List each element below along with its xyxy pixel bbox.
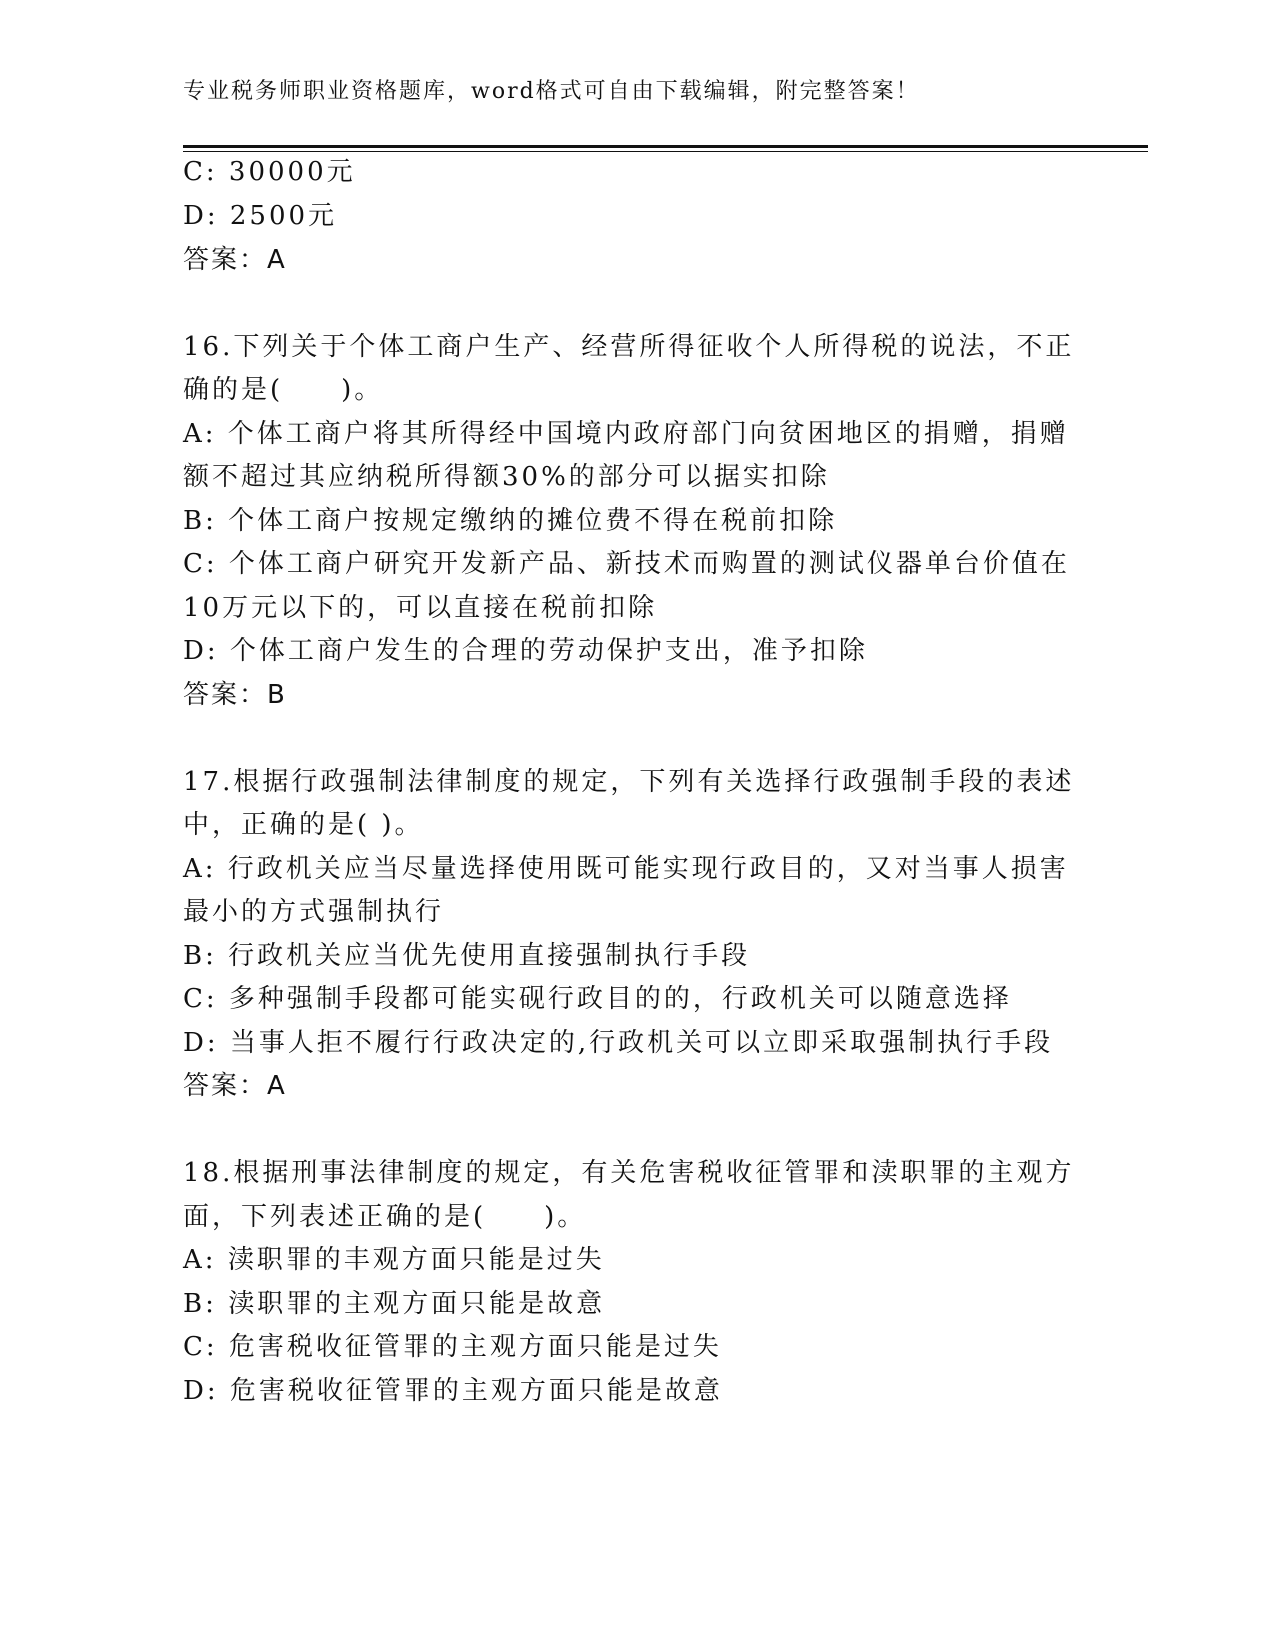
header-divider-thin [183, 151, 1148, 152]
q15-option-d: D: 2500元 [183, 201, 338, 231]
q16-option-d: D: 个体工商户发生的合理的劳动保护支出，准予扣除 [183, 636, 868, 666]
header-divider-thick [183, 145, 1148, 148]
q16-stem-line1: 16.下列关于个体工商户生产、经营所得征收个人所得税的说法，不正 [183, 332, 1075, 362]
q16-option-c-line1: C: 个体工商户研究开发新产品、新技术而购置的测试仪器单台价值在 [183, 549, 1070, 579]
q17-stem-line1: 17.根据行政强制法律制度的规定，下列有关选择行政强制手段的表述 [183, 767, 1075, 797]
q17-option-d: D: 当事人拒不履行行政决定的,行政机关可以立即采取强制执行手段 [183, 1028, 1054, 1058]
q18-option-c: C: 危害税收征管罪的主观方面只能是过失 [183, 1332, 722, 1362]
q16-stem-line2: 确的是( )。 [183, 375, 384, 405]
q17-option-a-line1: A: 行政机关应当尽量选择使用既可能实现行政目的，又对当事人损害 [183, 854, 1069, 884]
q17-option-c: C: 多种强制手段都可能实砚行政目的的，行政机关可以随意选择 [183, 984, 1012, 1014]
q16-option-a-line2: 额不超过其应纳税所得额30%的部分可以据实扣除 [183, 462, 830, 492]
q17-option-b: B: 行政机关应当优先使用直接强制执行手段 [183, 941, 751, 971]
q16-option-a-line1: A: 个体工商户将其所得经中国境内政府部门向贫困地区的捐赠，捐赠 [183, 419, 1069, 449]
q15-option-c: C: 30000元 [183, 157, 356, 187]
q18-option-b: B: 渎职罪的主观方面只能是故意 [183, 1289, 606, 1319]
q18-stem-line2: 面，下列表述正确的是( )。 [183, 1202, 587, 1232]
q16-option-c-line2: 10万元以下的，可以直接在税前扣除 [183, 593, 658, 623]
q16-option-b: B: 个体工商户按规定缴纳的摊位费不得在税前扣除 [183, 506, 838, 536]
q17-option-a-line2: 最小的方式强制执行 [183, 897, 445, 927]
q17-stem-line2: 中，正确的是( )。 [183, 810, 424, 840]
q18-stem-line1: 18.根据刑事法律制度的规定，有关危害税收征管罪和渎职罪的主观方 [183, 1158, 1075, 1188]
q17-answer: 答案：A [183, 1071, 287, 1101]
q18-option-a: A: 渎职罪的丰观方面只能是过失 [183, 1245, 605, 1275]
q16-answer: 答案：B [183, 680, 287, 710]
q15-answer: 答案：A [183, 245, 287, 275]
q18-option-d: D: 危害税收征管罪的主观方面只能是故意 [183, 1376, 723, 1406]
page-header: 专业税务师职业资格题库，word格式可自由下载编辑，附完整答案！ [183, 79, 920, 104]
